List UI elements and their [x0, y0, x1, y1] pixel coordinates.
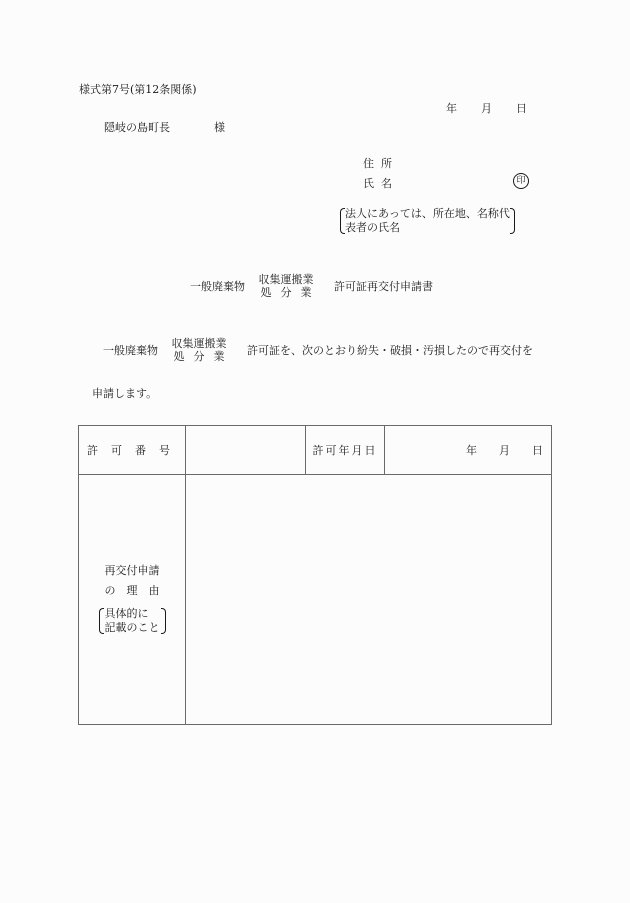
reason-note — [99, 607, 166, 635]
body-text-line1 — [103, 337, 533, 363]
form-number: 様式第7号(第12条関係) — [79, 83, 197, 96]
applicant-name-label: 氏名 — [363, 177, 399, 190]
addressee-name: 隠岐の島町長 — [104, 121, 170, 134]
document-title — [190, 273, 433, 299]
corporate-note-line1: 法人にあっては、所在地、名称代 — [345, 207, 510, 220]
permit-number-label: 許可番号 — [79, 426, 186, 475]
reason-label-line2: の理由 — [104, 584, 171, 597]
reason-label-line1: 再交付申請 — [104, 564, 160, 577]
permit-number-field[interactable] — [186, 426, 306, 475]
addressee — [104, 119, 225, 135]
reason-note-line1: 具体的に — [104, 607, 149, 620]
title-prefix: 一般廃棄物 — [190, 280, 245, 293]
body-option-collection-transport: 収集運搬業 — [171, 337, 227, 350]
option-collection-transport: 収集運搬業 — [258, 273, 314, 286]
permit-date-month: 月 — [499, 444, 510, 457]
body-business-type-options — [172, 337, 234, 363]
corporate-note-line2: 表者の氏名 — [345, 221, 400, 234]
date-month: 月 — [481, 102, 492, 115]
permit-table — [78, 425, 552, 725]
body-option-disposal: 処分業 — [173, 350, 234, 363]
applicant-address-label: 住所 — [363, 157, 399, 170]
honorific: 様 — [214, 121, 225, 134]
date-year: 年 — [446, 102, 457, 115]
permit-date-year: 年 — [466, 444, 477, 457]
reason-label — [79, 475, 186, 725]
business-type-options — [259, 273, 321, 299]
body-text-line2: 申請します。 — [92, 387, 158, 400]
corporate-note — [340, 207, 515, 235]
seal-icon: 印 — [513, 173, 529, 189]
reason-field[interactable] — [186, 475, 552, 725]
reason-row — [79, 475, 552, 725]
body-prefix: 一般廃棄物 — [103, 344, 158, 357]
body-text: 許可証を、次のとおり紛失・破損・汚損したので再交付を — [247, 344, 533, 357]
permit-info-row — [79, 426, 552, 475]
permit-date-field[interactable] — [385, 426, 552, 475]
date-day: 日 — [516, 102, 527, 115]
permit-date-day: 日 — [532, 444, 543, 457]
reason-note-line2: 記載のこと — [104, 621, 160, 634]
title-suffix: 許可証再交付申請書 — [334, 280, 433, 293]
option-disposal: 処分業 — [260, 286, 321, 299]
permit-date-label: 許可年月日 — [306, 426, 385, 475]
application-date — [446, 100, 527, 116]
